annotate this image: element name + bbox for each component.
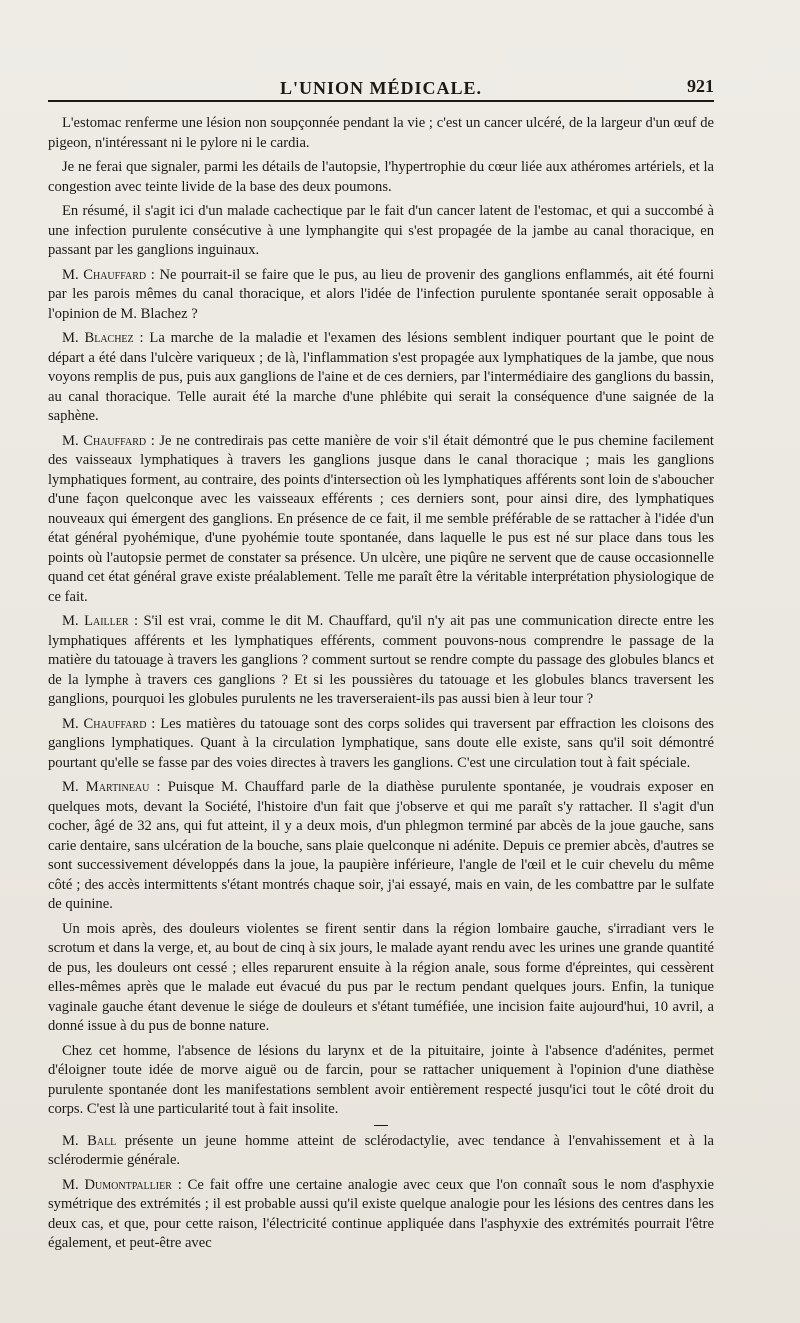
speaker-name: M. Chauffard : <box>62 715 156 732</box>
paragraph <box>48 158 714 197</box>
speaker-name: M. Lailler : <box>62 613 139 629</box>
speaker-name: M. Blachez : <box>62 330 144 346</box>
paragraph <box>48 1176 714 1254</box>
running-title: L'UNION MÉDICALE. <box>279 78 483 98</box>
paragraph-block <box>48 1132 714 1254</box>
paragraph-text: Je ne ferai que signaler, parmi les détails de l'autopsie, l'hypertrophie du cœur liée aux athéromes artériels, et la congestion avec teinte livide de la base des deux poumons. <box>48 159 714 195</box>
speaker-name: M. Martineau : <box>62 779 161 795</box>
paragraph <box>48 1042 714 1120</box>
paragraph-text: Un mois après, des douleurs violentes se firent sentir dans la région lombaire gauche, s'irradiant vers le scrotum et dans la verge, et, au bout de cinq à six jours, le malade ayant rendu avec les urines une grande quantité de pus, les douleurs ont cessé ; elles reparurent ensuite à la région anale, sous forme d'épreintes, qui cessèrent elles-mêmes après que le malade eut évacué du pus par le rectum pendant quelques jours. Enfin, la tunique vaginale gauche étant devenue le siége de douleurs et s'étant tuméfiée, une incision faite aujourd'hui, 10 avril, a donné issue à du pus de bonne nature. <box>48 920 714 1034</box>
speaker-name: M. Dumontpallier : <box>62 1176 182 1193</box>
page-number: 921 <box>687 76 714 96</box>
body-text <box>48 114 714 1254</box>
paragraph <box>48 202 714 261</box>
paragraph <box>48 920 714 1037</box>
paragraph-block <box>48 114 714 1120</box>
paragraph <box>48 329 714 427</box>
paragraph-text: La marche de la maladie et l'examen des lésions semblent indiquer pourtant que le point de départ a été dans l'ulcère variqueux ; de là, l'inflammation s'est propagée aux lymphatiques de la jambe, que nous voyons remplis de pus, puis aux ganglions de l'aine et de ces derniers, par l'intermédiaire des ganglions du bassin, au canal thoracique. Telle aurait été la marche d'une phlébite qui serait la conséquence d'une saignée de la saphène. <box>48 330 714 424</box>
section-separator <box>374 1125 388 1126</box>
paragraph-text: Chez cet homme, l'absence de lésions du larynx et de la pituitaire, jointe à l'absence d'adénites, permet d'éloigner toute idée de morve aiguë ou de farcin, pour se rattacher uniquement à l'opinion d'une diathèse purulente spontanée dont les manifestations semblent avoir entièrement respecté jusqu'ici tout le côté droit du corps. C'est là une particularité tout à fait insolite. <box>48 1042 714 1117</box>
speaker-name: M. Chauffard : <box>62 266 155 283</box>
speaker-name: M. Chauffard : <box>62 432 155 449</box>
paragraph-text: Les matières du tatouage sont des corps solides qui traversent par effraction les cloisons des ganglions lymphatiques. Quant à la circulation lymphatique, sans doute elle existe, sans qu'il soit démontré pourtant qu'elle se fasse par des voies directes à travers les ganglions. C'est une circulation tout à fait spéciale. <box>48 715 714 771</box>
paragraph-text: Je ne contredirais pas cette manière de voir s'il était démontré que le pus chemine facilement des vaisseaux lymphatiques à travers les ganglions jusque dans le canal thoracique ; mais les ganglions lymphatiques forment, au contraire, des points d'intersection où les lymphatiques afférents sont loin de s'aboucher d'une façon quelconque avec les vaisseaux efférents ; ces derniers sont, pour ainsi dire, des lymphatiques nouveaux qui émergent des ganglions. En présence de ce fait, il me semble préférable de se rattacher à l'idée d'un état général pyohémique, d'une pyohémie toute spontanée, dans laquelle le pus est né sur place dans tous les points où l'autopsie permet de constater sa présence. Un ulcère, une piqûre ne servent que de cause occasionnelle quand cet état général grave existe préalablement. Telle me paraît être la véritable interprétation physiologique de ce fait. <box>48 432 714 605</box>
paragraph <box>48 778 714 915</box>
paragraph-text: S'il est vrai, comme le dit M. Chauffard, qu'il n'y ait pas une communication directe entre les lymphatiques afférents et les lymphatiques efférents, comment pouvons-nous comprendre le passage de la matière du tatouage à travers les ganglions ? comment surtout se rendre compte du passage des globules blancs et de la lymphe à travers ces ganglions ? Et si les poussières du tatouage et les globules blancs traversent les ganglions, pourquoi les globules purulents ne les traverseraient-ils pas aussi bien à leur tour ? <box>48 613 715 707</box>
paragraph <box>48 715 714 774</box>
paragraph-text: L'estomac renferme une lésion non soupçonnée pendant la vie ; c'est un cancer ulcéré, de la largeur d'un œuf de pigeon, n'intéressant ni le pylore ni le cardia. <box>48 115 714 151</box>
speaker-name: M. Ball <box>62 1132 117 1149</box>
page-header <box>48 70 714 102</box>
paragraph <box>48 432 714 608</box>
paragraph-text: présente un jeune homme atteint de sclérodactylie, avec tendance à l'envahissement et à la sclérodermie générale. <box>48 1132 714 1168</box>
paragraph-text: Puisque M. Chauffard parle de la diathèse purulente spontanée, je voudrais exposer en quelques mots, devant la Société, l'histoire d'un fait que j'observe et qui me paraît s'y rattacher. Il s'agit d'un cocher, âgé de 32 ans, qui fut atteint, il y a deux mois, d'un phlegmon terminé par abcès de la joue gauche, sans carie dentaire, sans ulcération de la bouche, sans plaie quelconque ni adénite. Depuis ce premier abcès, d'autres se sont successivement développés dans la joue, la paupière inférieure, l'angle de l'œil et le cuir chevelu du même côté ; des accès intermittents s'étant montrés chaque soir, j'ai essayé, mais en vain, de les combattre par le sulfate de quinine. <box>48 779 714 912</box>
paragraph-text: Ce fait offre une certaine analogie avec ceux que l'on connaît sous le nom d'asphyxie symétrique des extrémités ; il est probable aussi qu'il existe quelque analogie pour les lésions des centres dans les deux cas, et que, pour cette raison, l'électricité continue appliquée dans l'asphyxie des extrémités pourrait l'être également, et peut-être avec <box>48 1176 715 1251</box>
paragraph-text: Ne pourrait-il se faire que le pus, au lieu de provenir des ganglions enflammés, ait été fourni par les parois mêmes du canal thoracique, et alors l'idée de l'infection purulente spontanée serait opposable à l'opinion de M. Blachez ? <box>48 266 714 322</box>
paragraph <box>48 1132 714 1171</box>
paragraph <box>48 266 714 325</box>
paragraph <box>48 612 714 710</box>
paragraph-text: En résumé, il s'agit ici d'un malade cachectique par le fait d'un cancer latent de l'estomac, et qui a succombé à une infection purulente consécutive à une lymphangite qui s'est propagée de la jambe au canal thoracique, en passant par les ganglions inguinaux. <box>48 203 714 258</box>
paragraph <box>48 114 714 153</box>
